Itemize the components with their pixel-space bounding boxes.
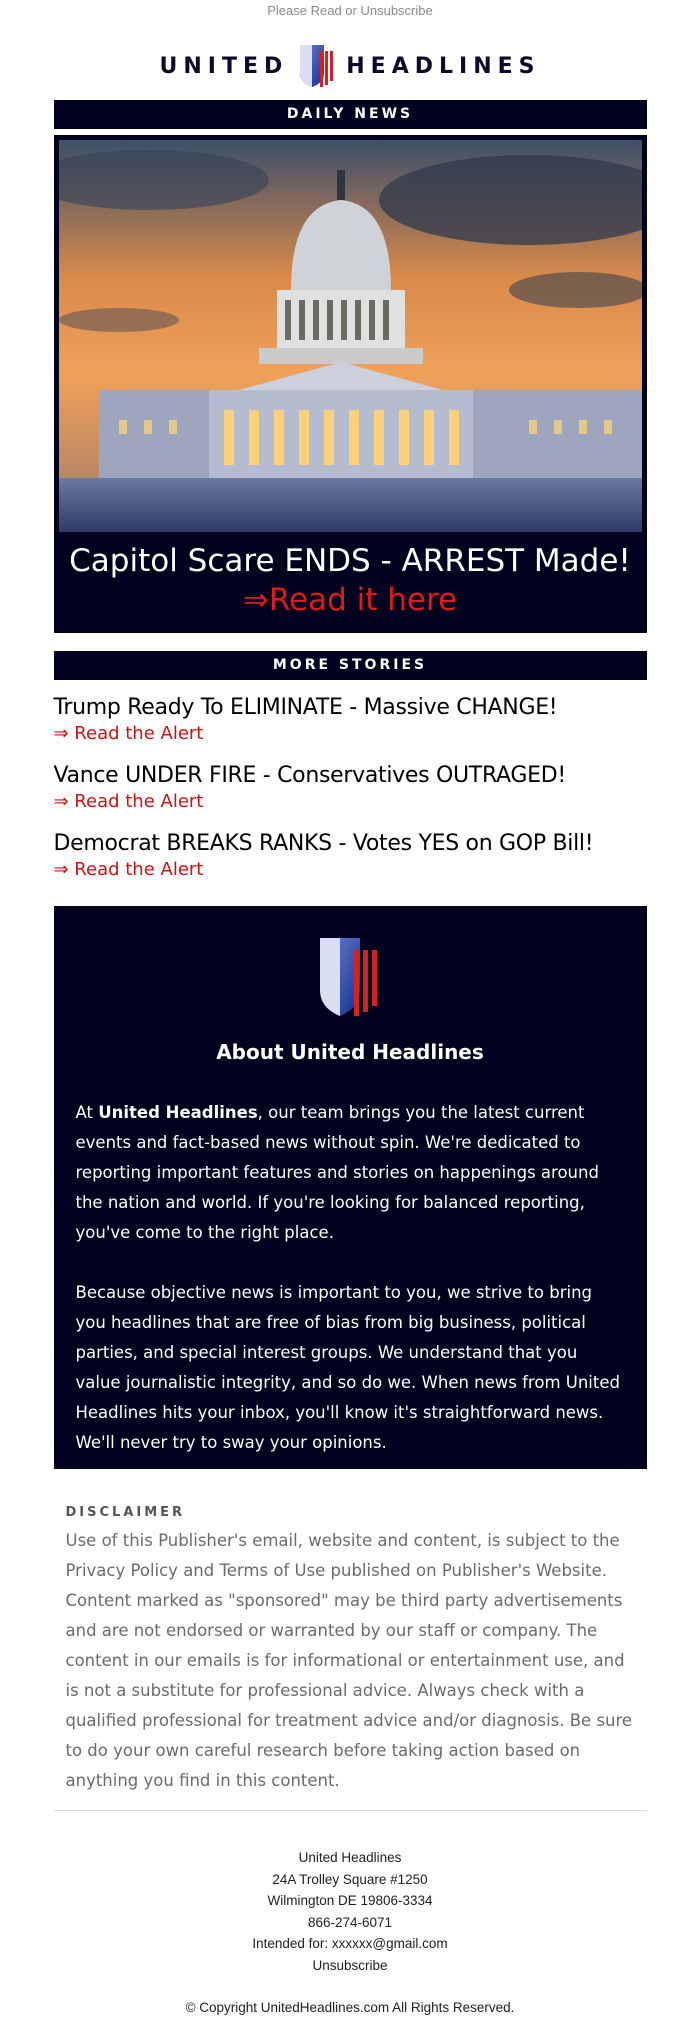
footer-company-name: United Headlines (298, 1850, 402, 1865)
capitol-illustration (59, 140, 642, 532)
brand-logo[interactable] (54, 38, 647, 94)
daily-news-header: DAILY NEWS (54, 100, 647, 129)
story-read-link[interactable]: ⇒ Read the Alert (53, 859, 204, 880)
story-title[interactable]: Trump Ready To ELIMINATE - Massive CHANGE! (53, 695, 558, 720)
about-p1-prefix: At (75, 1103, 99, 1122)
hero-headline[interactable]: Capitol Scare ENDS - ARREST Made! (69, 543, 631, 579)
preheader (54, 0, 647, 24)
story-title[interactable]: Democrat BREAKS RANKS - Votes YES on GOP Bill! (53, 831, 594, 856)
brand-word-left: UNITED (159, 53, 289, 79)
brand-word-right: HEADLINES (346, 53, 541, 79)
story-item (54, 830, 647, 882)
about-section (54, 906, 647, 1469)
footer-unsubscribe-link[interactable]: Unsubscribe (312, 1957, 388, 1973)
email-container (54, 0, 647, 2015)
preheader-unsubscribe-link[interactable]: Please Read or Unsubscribe (267, 3, 433, 18)
about-brand-bold: United Headlines (98, 1103, 258, 1122)
story-read-link[interactable]: ⇒ Read the Alert (53, 723, 204, 744)
footer-address-line-1: 24A Trolley Square #1250 (272, 1871, 428, 1887)
story-title[interactable]: Vance UNDER FIRE - Conservatives OUTRAGED! (53, 763, 566, 788)
hero-read-link[interactable]: ⇒Read it here (242, 582, 458, 618)
footer-intended-for: Intended for: xxxxxx@gmail.com (252, 1936, 448, 1951)
divider (54, 1810, 647, 1811)
about-paragraph-2: Because objective news is important to you, we strive to bring you headlines that are free of bias from big business, political parties, and special interest groups. We understand that you value journalistic integrity, and so do we. When news from United Headlines hits your inbox, you'll know it's straightforward news. We'll never try to sway your opinions. (75, 1283, 620, 1452)
story-read-link[interactable]: ⇒ Read the Alert (53, 791, 204, 812)
story-item (54, 762, 647, 814)
hero-section (54, 135, 647, 633)
footer-phone: 866-274-6071 (307, 1914, 393, 1930)
about-paragraph-1 (76, 1098, 625, 1248)
about-p1-rest: , our team brings you the latest current events and fact-based news without spin. We're dedicated to reporting important features and stories on happenings around the nation and world. If you're looking for balanced reporting, you've come to the right place. (75, 1103, 599, 1242)
footer-address (54, 1847, 647, 1976)
about-title: About United Headlines (216, 1040, 484, 1064)
copyright: © Copyright UnitedHeadlines.com All Rights Reserved. (185, 2000, 515, 2015)
more-stories-header: MORE STORIES (54, 651, 647, 680)
disclaimer-body: Use of this Publisher's email, website and content, is subject to the Privacy Policy and Terms of Use published on Publisher's Website. Content marked as "sponsored" may be third party advertisements and are not endorsed or warranted by our staff or company. The content in our emails is for informational or entertainment use, and is not a substitute for professional advice. Always check with a qualified professional for treatment advice and/or diagnosis. Be sure to do your own careful research before taking action based on anything you find in this content. (65, 1531, 633, 1790)
shield-logo-icon (318, 906, 382, 1020)
disclaimer-heading: DISCLAIMER (65, 1505, 186, 1520)
shield-logo-icon (298, 43, 336, 89)
disclaimer-section (54, 1469, 647, 1796)
story-item (54, 694, 647, 746)
footer-address-line-2: Wilmington DE 19806-3334 (267, 1893, 433, 1908)
capitol-building-image[interactable] (59, 140, 642, 532)
